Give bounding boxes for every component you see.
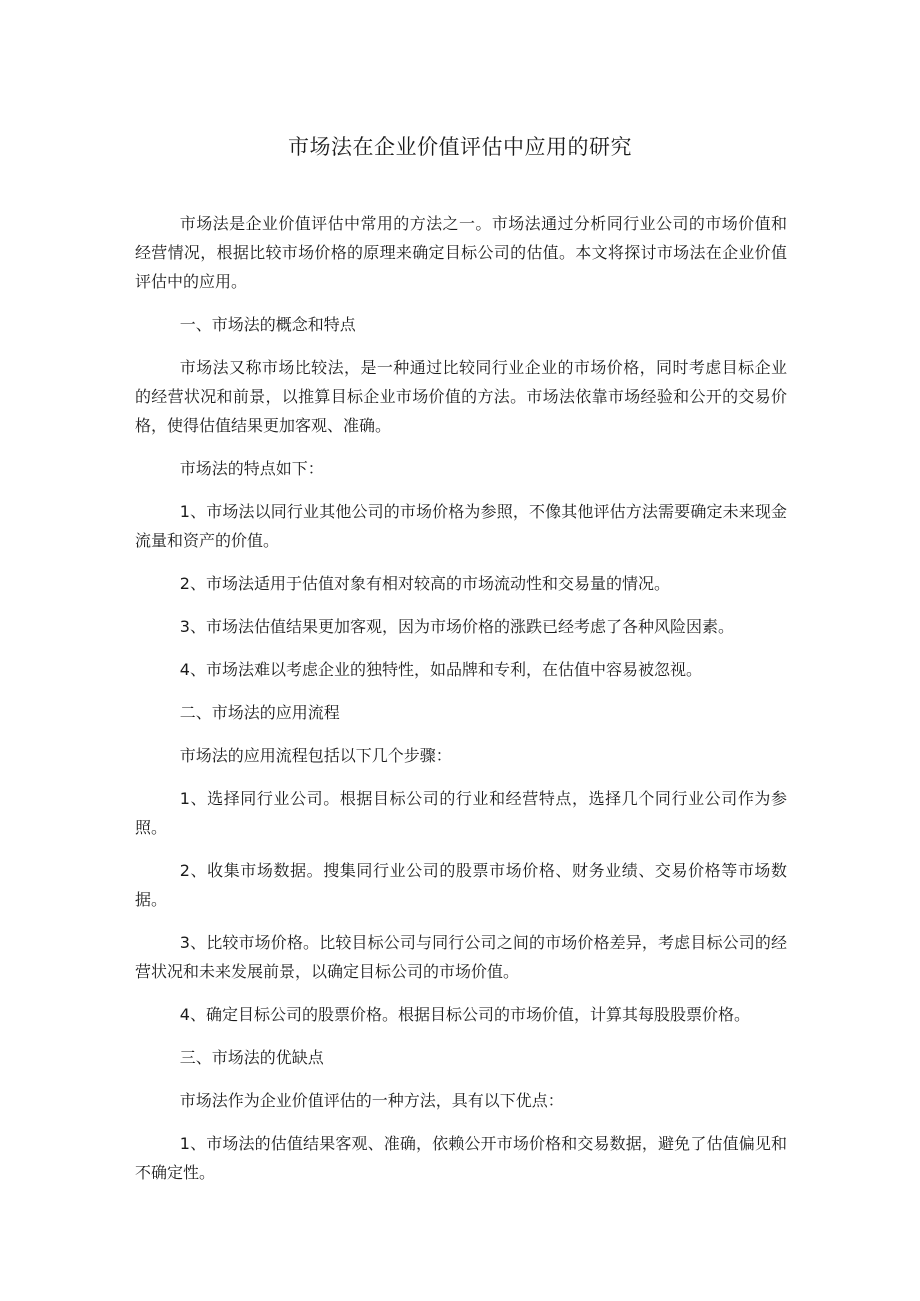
list-item-feature-3: 3、市场法估值结果更加客观，因为市场价格的涨跌已经考虑了各种风险因素。 — [179, 617, 734, 636]
list-item-step-4: 4、确定目标公司的股票价格。根据目标公司的市场价值，计算其每股股票价格。 — [179, 1005, 750, 1024]
document-body — [135, 209, 787, 1201]
list-item-step-3: 3、比较市场价格。比较目标公司与同行公司之间的市场价格差异，考虑目标公司的经营状况和未来发展前景，以确定目标公司的市场价值。 — [135, 933, 787, 981]
list-item-pro-1: 1、市场法的估值结果客观、准确，依赖公开市场价格和交易数据，避免了估值偏见和不确定性。 — [135, 1134, 787, 1182]
list-item-step-1: 1、选择同行业公司。根据目标公司的行业和经营特点，选择几个同行业公司作为参照。 — [135, 789, 787, 837]
paragraph-concept: 市场法又称市场比较法，是一种通过比较同行业企业的市场价格，同时考虑目标企业的经营状况和前景，以推算目标企业市场价值的方法。市场法依靠市场经验和公开的交易价格，使得估值结果更加客观、准确。 — [135, 358, 787, 435]
document-title: 市场法在企业价值评估中应用的研究 — [288, 135, 632, 159]
paragraph-process-intro: 市场法的应用流程包括以下几个步骤： — [179, 746, 452, 765]
paragraph-intro: 市场法是企业价值评估中常用的方法之一。市场法通过分析同行业公司的市场价值和经营情况，根据比较市场价格的原理来确定目标公司的估值。本文将探讨市场法在企业价值评估中的应用。 — [135, 214, 787, 291]
list-item-feature-4: 4、市场法难以考虑企业的独特性，如品牌和专利，在估值中容易被忽视。 — [179, 660, 702, 679]
section-heading-concept: 一、市场法的概念和特点 — [179, 315, 356, 334]
list-item-feature-2: 2、市场法适用于估值对象有相对较高的市场流动性和交易量的情况。 — [179, 574, 670, 593]
paragraph-pros-intro: 市场法作为企业价值评估的一种方法，具有以下优点： — [179, 1091, 564, 1110]
list-item-feature-1: 1、市场法以同行业其他公司的市场价格为参照，不像其他评估方法需要确定未来现金流量和资产的价值。 — [135, 502, 787, 550]
section-heading-pros-cons: 三、市场法的优缺点 — [179, 1048, 324, 1067]
paragraph-features-intro: 市场法的特点如下： — [179, 459, 324, 478]
section-heading-process: 二、市场法的应用流程 — [179, 703, 340, 722]
list-item-step-2: 2、收集市场数据。搜集同行业公司的股票市场价格、财务业绩、交易价格等市场数据。 — [135, 861, 787, 909]
